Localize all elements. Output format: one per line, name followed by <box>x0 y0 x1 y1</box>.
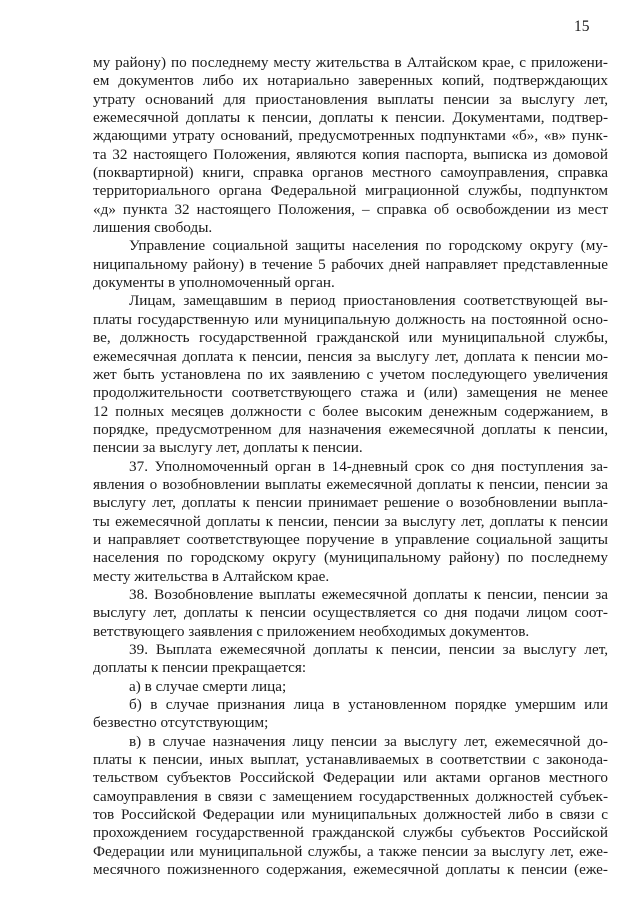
text-line: а) в случае смерти лица; <box>129 677 287 695</box>
text-line: тов Российской Федерации или муниципальных должностей либо в связи с <box>93 806 608 824</box>
text-line: территориального органа Федеральной миграционной службы, подпунктом <box>93 182 608 200</box>
text-line: продолжительности соответствующего стажа и (или) замещения не менее <box>93 384 608 402</box>
text-line: в) в случае назначения лицу пенсии за выслугу лет, ежемесячной до- <box>129 732 608 750</box>
text-line: выслугу лет, доплаты к пенсии принимает решение о возобновлении выпла- <box>93 494 608 512</box>
text-line: безвестно отсутствующим; <box>93 714 269 732</box>
text-line: самоуправления в связи с замещением государственных должностей субъек- <box>93 787 608 805</box>
text-line: и направляет соответствующее поручение в управление социальной защиты <box>93 530 608 548</box>
text-line: 12 полных месяцев должности с более высоким денежным содержанием, в <box>93 402 608 420</box>
text-line: месячного пожизненного содержания, ежемесячной доплаты к пенсии (еже- <box>93 861 608 879</box>
text-line: ждающими утрату оснований, предусмотренных подпунктами «б», «в» пунк- <box>93 127 608 145</box>
text-line: пенсии за выслугу лет, доплаты к пенсии. <box>93 439 363 457</box>
text-line: месту жительства в Алтайском крае. <box>93 567 330 585</box>
text-line: тельством субъектов Российской Федерации или актами органов местного <box>93 769 608 787</box>
text-line: «д» пункта 32 настоящего Положения, – справка об освобождении из мест <box>93 200 608 218</box>
text-line: платы к пенсии, иных выплат, устанавливаемых в соответствии с законода- <box>93 751 608 769</box>
text-line: порядке, предусмотренном для назначения ежемесячной доплаты к пенсии, <box>93 420 608 438</box>
text-line: выслугу лет, доплаты к пенсии осуществляется со дня подачи лицом соот- <box>93 604 608 622</box>
text-line: жет быть установлена по их заявлению с учетом последующего увеличения <box>93 365 608 383</box>
text-line: Лицам, замещавшим в период приостановления соответствующей вы- <box>129 292 608 310</box>
text-line: (поквартирной) книги, справка органов местного самоуправления, справка <box>93 164 608 182</box>
text-line: та 32 настоящего Положения, являются копия паспорта, выписка из домовой <box>93 145 608 163</box>
text-line: документы в уполномоченный орган. <box>93 274 335 292</box>
text-line: ежемесячной доплаты к пенсии, доплаты к пенсии. Документами, подтвер- <box>93 109 608 127</box>
text-line: утрату оснований для приостановления выплаты пенсии за выслугу лет, <box>93 90 608 108</box>
text-line: 38. Возобновление выплаты ежемесячной доплаты к пенсии, пенсии за <box>129 585 608 603</box>
text-line: 37. Уполномоченный орган в 14-дневный срок со дня поступления за- <box>129 457 608 475</box>
text-line: доплаты к пенсии прекращается: <box>93 659 307 677</box>
page-number: 15 <box>574 18 590 35</box>
text-line: Управление социальной защиты населения по городскому округу (му- <box>129 237 608 255</box>
text-line: б) в случае признания лица в установленном порядке умершим или <box>129 696 608 714</box>
body-text <box>93 54 608 879</box>
text-line: явления о возобновлении выплаты ежемесячной доплаты к пенсии, пенсии за <box>93 475 608 493</box>
text-line: ниципальному району) в течение 5 рабочих дней направляет представленные <box>93 255 608 273</box>
text-line: ты ежемесячной доплаты к пенсии, пенсии за выслугу лет, доплаты к пенсии <box>93 512 608 530</box>
text-line: ем документов либо их нотариально заверенных копий, подтверждающих <box>93 72 608 90</box>
text-line: прохождением государственной гражданской службы субъектов Российской <box>93 824 608 842</box>
text-line: населения по городскому округу (муниципальному району) по последнему <box>93 549 608 567</box>
text-line: ежемесячная доплата к пенсии, пенсия за выслугу лет, доплата к пенсии мо- <box>93 347 608 365</box>
text-line: ветствующего заявления с приложением необходимых документов. <box>93 622 530 640</box>
text-line: му району) по последнему месту жительства в Алтайском крае, с приложени- <box>93 54 608 71</box>
text-line: 39. Выплата ежемесячной доплаты к пенсии, пенсии за выслугу лет, <box>129 641 608 658</box>
text-line: лишения свободы. <box>93 219 213 237</box>
text-line: ве, должность государственной гражданской или муниципальной службы, <box>93 329 608 347</box>
text-line: платы государственную или муниципальную должность на постоянной осно- <box>93 310 608 328</box>
text-line: Федерации или муниципальной службы, а также пенсии за выслугу лет, еже- <box>93 842 608 860</box>
